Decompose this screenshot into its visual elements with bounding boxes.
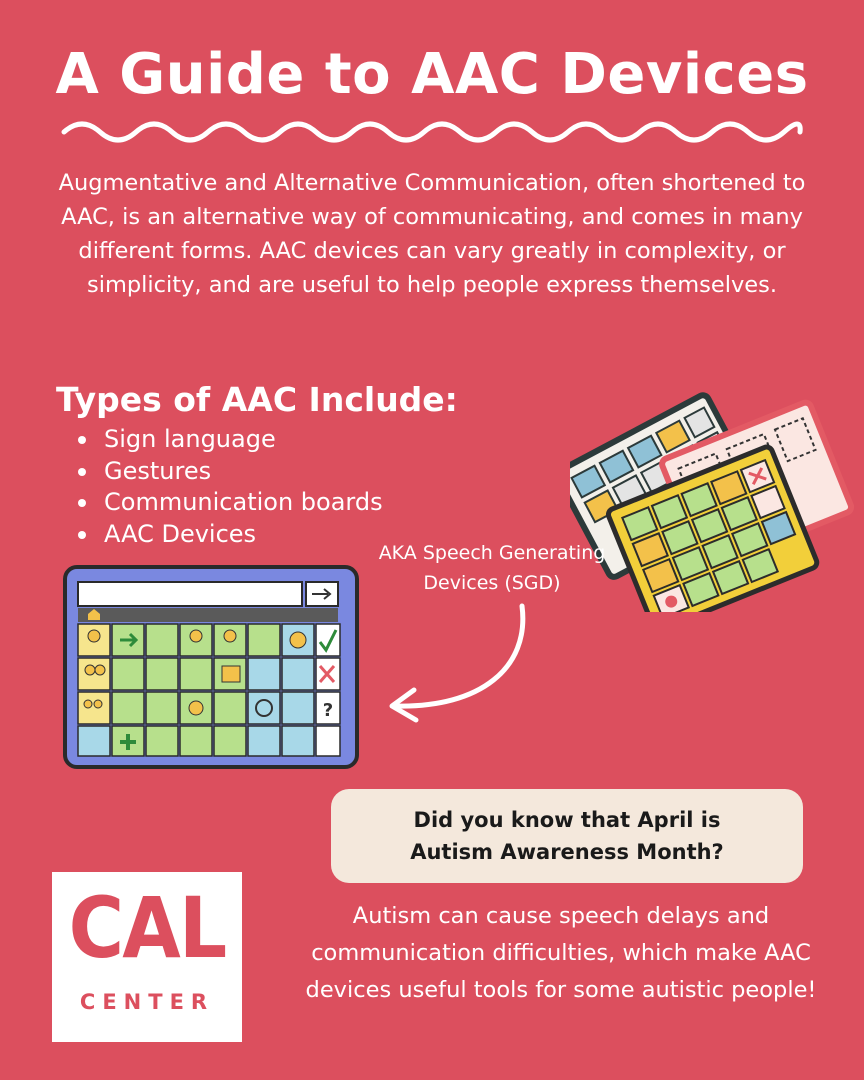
types-list	[78, 424, 383, 550]
aka-line-2: Devices (SGD)	[423, 572, 561, 594]
callout-line-1: Did you know that April is	[413, 808, 721, 832]
aka-line-1: AKA Speech Generating	[378, 542, 606, 564]
aka-note	[362, 538, 622, 598]
list-item: AAC Devices	[78, 519, 383, 551]
page-title: A Guide to AAC Devices	[55, 42, 809, 107]
wavy-underline-icon	[60, 118, 804, 146]
curved-arrow-icon	[380, 598, 540, 728]
svg-text:?: ?	[322, 700, 334, 721]
callout-line-2: Autism Awareness Month?	[410, 840, 724, 864]
aac-device-illustration	[62, 564, 362, 774]
cal-center-logo	[52, 872, 242, 1042]
logo-sub-text: CENTER	[79, 990, 215, 1014]
types-heading: Types of AAC Include:	[56, 380, 458, 419]
autism-awareness-callout	[331, 789, 803, 883]
logo-tagline: THE CALIFORNIA CENTER FOR CIVIC PARTICIPATION	[52, 1030, 234, 1037]
intro-paragraph: Augmentative and Alternative Communication, often shortened to AAC, is an alternative way of communicating, and comes in many different forms. AAC devices can vary greatly in complexity, or simplicity, and are useful to help people express themselves.	[58, 170, 806, 298]
list-item: Sign language	[78, 424, 383, 456]
autism-note: Autism can cause speech delays and communication difficulties, which make AAC devices useful tools for some autistic people!	[305, 903, 817, 1003]
logo-main-text: CAL	[68, 879, 226, 977]
list-item: Communication boards	[78, 487, 383, 519]
list-item: Gestures	[78, 456, 383, 488]
